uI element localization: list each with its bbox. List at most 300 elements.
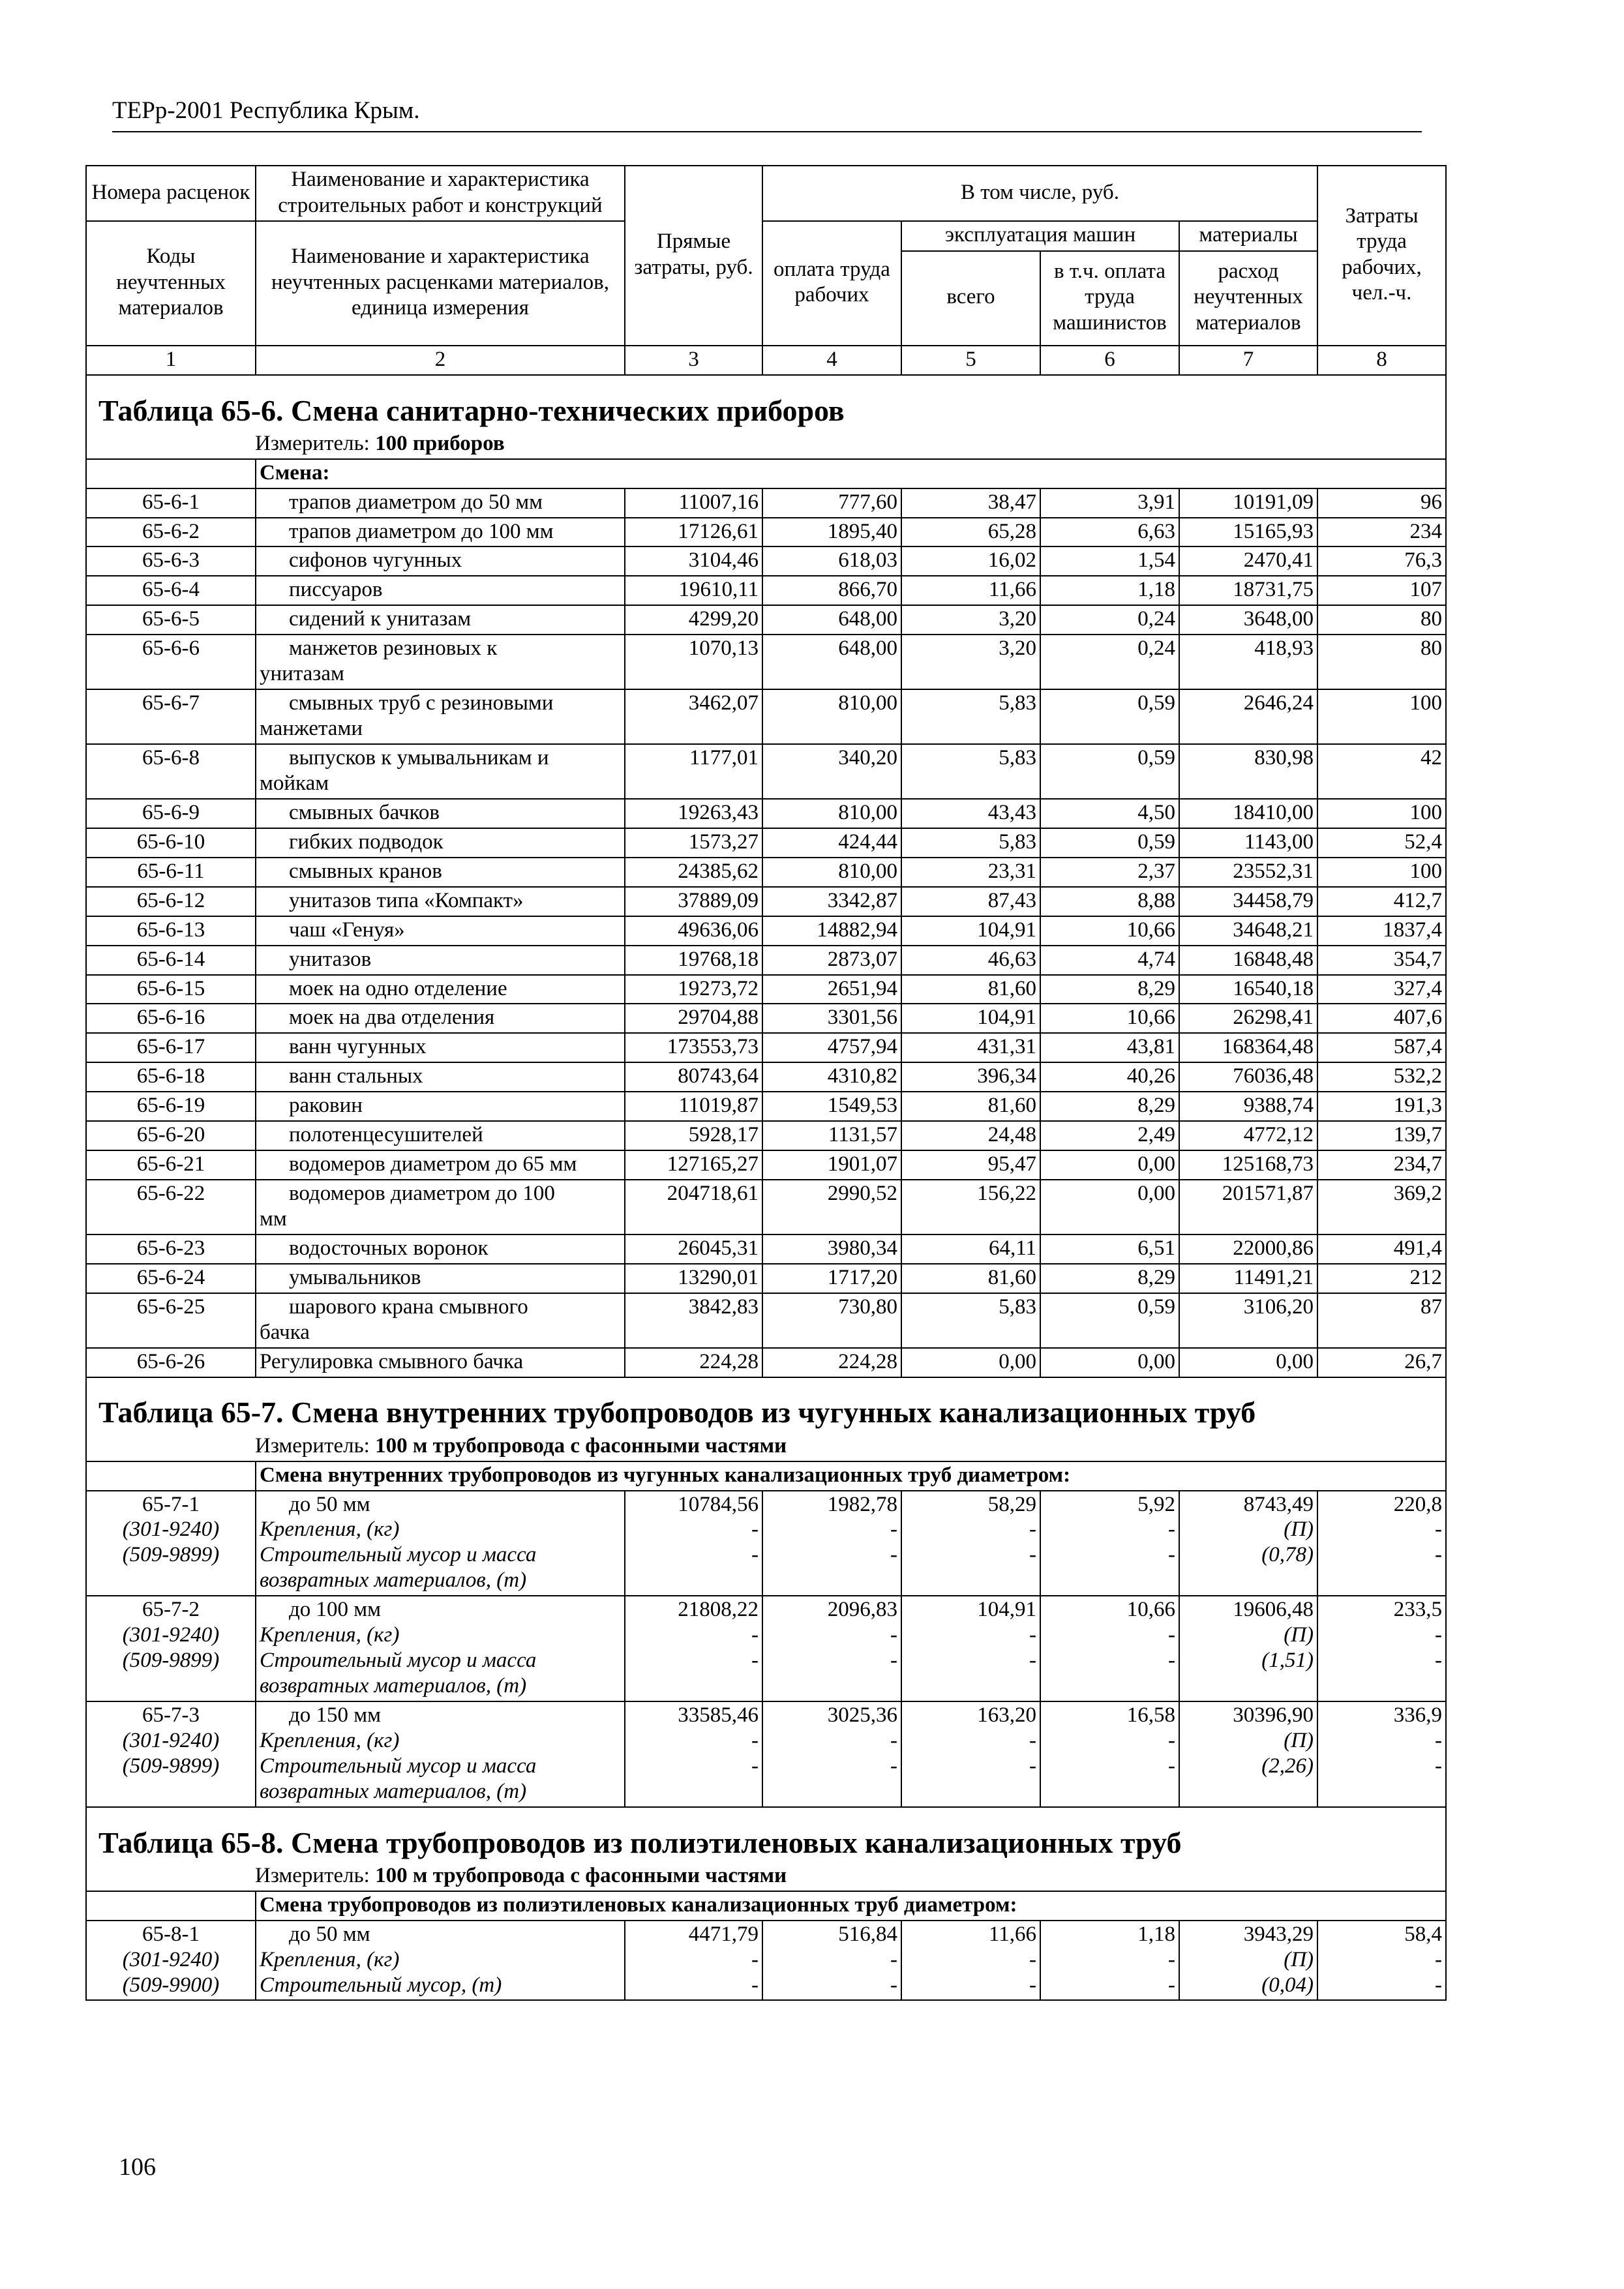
dash: -: [890, 1728, 897, 1752]
value-c5: 3,20: [901, 635, 1040, 689]
col7-header: расход неучтенных материалов: [1179, 251, 1317, 346]
material-code: (509-9899): [122, 1543, 220, 1567]
value-c6: 10,66: [1040, 1004, 1179, 1033]
colnum-8: 8: [1317, 346, 1446, 375]
work-name-line1: унитазов типа «Компакт»: [289, 888, 524, 912]
material-name-cont: возвратных материалов, (т): [260, 1568, 527, 1593]
dash: -: [1435, 1543, 1443, 1567]
value-c5: 156,22: [901, 1180, 1040, 1234]
rate-code: 65-6-25: [86, 1293, 256, 1348]
value-cell-c7: [1179, 1921, 1317, 2001]
work-name: [256, 576, 625, 605]
value-c3: 37889,09: [625, 887, 762, 916]
rate-code: 65-6-8: [86, 744, 256, 799]
work-name-line2: манжетами: [260, 717, 363, 741]
value-cell-c5: [901, 1701, 1040, 1807]
value-cell-c8: [1317, 1701, 1446, 1807]
value-c6: 1,18: [1137, 1922, 1175, 1946]
rate-code: 65-6-10: [86, 828, 256, 858]
work-name-line1: водосточных воронок: [289, 1236, 489, 1260]
value-c6: 0,59: [1040, 1293, 1179, 1348]
value-c7: 4772,12: [1179, 1121, 1317, 1150]
table-row: [86, 1033, 1446, 1062]
page-number: 106: [119, 2153, 156, 2181]
colnum-5: 5: [901, 346, 1040, 375]
group-empty-cell: [86, 1461, 256, 1491]
rate-code: 65-6-16: [86, 1004, 256, 1033]
material-qty: (П): [1284, 1728, 1314, 1752]
value-c8: 220,8: [1393, 1492, 1443, 1516]
work-name-line2: унитазам: [260, 662, 344, 686]
col1-top-header: Номера расценок: [86, 166, 256, 221]
value-c7: 3106,20: [1179, 1293, 1317, 1348]
work-name: [256, 689, 625, 744]
dash: -: [1435, 1754, 1443, 1778]
work-name-cell: [256, 1491, 625, 1596]
value-c3: 19768,18: [625, 946, 762, 975]
dash: -: [890, 1518, 897, 1542]
dash: -: [1435, 1947, 1443, 1971]
value-cell-c8: [1317, 1596, 1446, 1701]
value-c3: 11019,87: [625, 1092, 762, 1121]
rate-code: 65-6-5: [86, 605, 256, 635]
value-cell-c7: [1179, 1491, 1317, 1596]
value-c3: 224,28: [625, 1348, 762, 1377]
rate-code: 65-6-9: [86, 799, 256, 828]
dash: -: [1029, 1623, 1036, 1647]
work-name-line1: смывных бачков: [289, 800, 440, 824]
table-row: [86, 546, 1446, 576]
value-c5: 81,60: [901, 975, 1040, 1004]
dash: -: [1168, 1518, 1175, 1542]
rate-code: 65-6-13: [86, 916, 256, 946]
work-name-line1: сифонов чугунных: [289, 548, 462, 573]
value-cell-c5: [901, 1596, 1040, 1701]
work-name: [256, 1121, 625, 1150]
value-c6: 40,26: [1040, 1062, 1179, 1092]
value-c3: 29704,88: [625, 1004, 762, 1033]
material-name: Крепления, (кг): [260, 1947, 400, 1971]
value-c3: 80743,64: [625, 1062, 762, 1092]
col3-header: Прямые затраты, руб.: [625, 166, 762, 346]
col6-header: в т.ч. оплата труда машинистов: [1040, 251, 1179, 346]
value-c8: 100: [1317, 858, 1446, 887]
material-name: Крепления, (кг): [260, 1728, 400, 1752]
value-c8: 233,5: [1393, 1598, 1443, 1622]
dash: -: [890, 1623, 897, 1647]
col4-header: оплата труда рабочих: [762, 221, 901, 346]
material-code: (301-9240): [122, 1623, 220, 1647]
col1-bottom-header: Коды неучтенных материалов: [86, 221, 256, 346]
value-c6: 5,92: [1137, 1492, 1175, 1516]
work-name: [256, 518, 625, 547]
material-code: (509-9899): [122, 1754, 220, 1778]
work-name-line1: трапов диаметром до 100 мм: [289, 519, 554, 543]
work-name: [256, 1264, 625, 1293]
value-c6: 4,50: [1040, 799, 1179, 828]
dash: -: [890, 1754, 897, 1778]
work-name-line1: писсуаров: [289, 578, 383, 602]
table-row: [86, 488, 1446, 518]
value-cell-c8: [1317, 1921, 1446, 2001]
work-name-line1: полотенцесушителей: [289, 1123, 483, 1147]
machines-header: эксплуатация машин: [901, 221, 1179, 251]
dash: -: [1029, 1973, 1036, 1997]
material-qty: (П): [1284, 1947, 1314, 1971]
document-header: ТЕРр-2001 Республика Крым.: [112, 97, 420, 124]
work-name: [256, 828, 625, 858]
value-c5: 11,66: [901, 576, 1040, 605]
dash: -: [751, 1973, 759, 1997]
col2-bottom-header: Наименование и характеристика неучтенных расценками материалов, единица измерения: [256, 221, 625, 346]
value-c7: 9388,74: [1179, 1092, 1317, 1121]
table-row: [86, 1377, 1446, 1433]
value-c5: 58,29: [987, 1492, 1036, 1516]
value-c6: 0,59: [1040, 828, 1179, 858]
value-c8: 87: [1317, 1293, 1446, 1348]
value-c4: 810,00: [762, 799, 901, 828]
value-c6: 0,59: [1040, 744, 1179, 799]
rate-code: 65-6-22: [86, 1180, 256, 1234]
value-c8: 234: [1317, 518, 1446, 547]
measure-value: 100 м трубопровода с фасонными частями: [375, 1433, 787, 1458]
colnum-3: 3: [625, 346, 762, 375]
value-c3: 49636,06: [625, 916, 762, 946]
table-title-text: Таблица 65-6. Смена санитарно-технических приборов: [98, 393, 845, 427]
work-name: Регулировка смывного бачка: [256, 1348, 625, 1377]
table-row: [86, 1150, 1446, 1180]
measure-line: [86, 430, 1446, 459]
col2-top-header: Наименование и характеристика строительных работ и конструкций: [256, 166, 625, 221]
value-c8: 100: [1317, 799, 1446, 828]
value-c6: 10,66: [1126, 1598, 1175, 1622]
rate-code: 65-6-21: [86, 1150, 256, 1180]
value-c6: 8,29: [1040, 975, 1179, 1004]
value-c3: 173553,73: [625, 1033, 762, 1062]
value-cell-c3: [625, 1491, 762, 1596]
material-name-cont: возвратных материалов, (т): [260, 1779, 527, 1803]
material-code: (509-9900): [122, 1973, 220, 1997]
value-c4: 648,00: [762, 635, 901, 689]
work-name: [256, 1004, 625, 1033]
value-c6: 1,54: [1040, 546, 1179, 576]
rate-code-cell: [86, 1491, 256, 1596]
value-c6: 2,49: [1040, 1121, 1179, 1150]
material-qty: (0,04): [1261, 1973, 1314, 1997]
value-c8: 76,3: [1317, 546, 1446, 576]
value-c4: 2651,94: [762, 975, 901, 1004]
value-c7: 3648,00: [1179, 605, 1317, 635]
value-c3: 21808,22: [678, 1598, 759, 1622]
value-c4: 2990,52: [762, 1180, 901, 1234]
dash: -: [751, 1728, 759, 1752]
value-c8: 327,4: [1317, 975, 1446, 1004]
value-c4: 866,70: [762, 576, 901, 605]
value-c3: 19610,11: [625, 576, 762, 605]
table-row: [86, 1433, 1446, 1461]
value-c8: 52,4: [1317, 828, 1446, 858]
value-c6: 0,59: [1040, 689, 1179, 744]
value-c6: 8,29: [1040, 1092, 1179, 1121]
dash: -: [1029, 1728, 1036, 1752]
value-cell-c5: [901, 1921, 1040, 2001]
work-name: до 150 мм: [289, 1703, 382, 1728]
group-empty-cell: [86, 1891, 256, 1921]
value-c4: 424,44: [762, 828, 901, 858]
value-c3: 11007,16: [625, 488, 762, 518]
value-c7: 26298,41: [1179, 1004, 1317, 1033]
work-name-line1: шарового крана смывного: [289, 1294, 528, 1319]
colnum-7: 7: [1179, 346, 1317, 375]
value-c6: 16,58: [1126, 1703, 1175, 1728]
material-code: (301-9240): [122, 1947, 220, 1971]
rate-code: 65-6-11: [86, 858, 256, 887]
measure-label: Измеритель:: [255, 1433, 370, 1458]
value-c6: 0,00: [1040, 1180, 1179, 1234]
rate-code: 65-8-1: [142, 1922, 200, 1946]
rate-code: 65-7-3: [142, 1703, 200, 1728]
dash: -: [751, 1947, 759, 1971]
value-c8: 96: [1317, 488, 1446, 518]
group-heading: Смена:: [256, 459, 1446, 488]
table-row: [86, 1807, 1446, 1863]
work-name: до 50 мм: [289, 1922, 370, 1946]
work-name: [256, 887, 625, 916]
value-c3: 127165,27: [625, 1150, 762, 1180]
work-name-line1: моек на два отделения: [289, 1006, 495, 1030]
rate-code: 65-6-7: [86, 689, 256, 744]
value-c8: 58,4: [1404, 1922, 1443, 1946]
work-name-line2: мойкам: [260, 771, 329, 795]
value-c4: 4757,94: [762, 1033, 901, 1062]
value-c4: 224,28: [762, 1348, 901, 1377]
value-c3: 19263,43: [625, 799, 762, 828]
work-name-line1: сидений к унитазам: [289, 607, 472, 631]
value-cell-c4: [762, 1921, 901, 2001]
value-c5: 3,20: [901, 605, 1040, 635]
value-c7: 34458,79: [1179, 887, 1317, 916]
value-c8: 407,6: [1317, 1004, 1446, 1033]
value-c8: 100: [1317, 689, 1446, 744]
value-c3: 24385,62: [625, 858, 762, 887]
value-c4: 1549,53: [762, 1092, 901, 1121]
value-c4: 1895,40: [762, 518, 901, 547]
dash: -: [1029, 1518, 1036, 1542]
value-c4: 340,20: [762, 744, 901, 799]
dash: -: [1435, 1973, 1443, 1997]
value-c7: 3943,29: [1243, 1922, 1314, 1946]
table-row: [86, 1121, 1446, 1150]
dash: -: [1168, 1947, 1175, 1971]
value-c5: 81,60: [901, 1264, 1040, 1293]
work-name: [256, 488, 625, 518]
value-c5: 11,66: [988, 1922, 1036, 1946]
dash: -: [890, 1973, 897, 1997]
value-c4: 1982,78: [827, 1492, 897, 1516]
rate-code: 65-7-1: [142, 1492, 200, 1516]
rate-code: 65-6-26: [86, 1348, 256, 1377]
measure-value: 100 м трубопровода с фасонными частями: [375, 1863, 787, 1887]
value-c4: 648,00: [762, 605, 901, 635]
value-c8: 491,4: [1317, 1234, 1446, 1264]
rate-code: 65-6-14: [86, 946, 256, 975]
value-c8: 26,7: [1317, 1348, 1446, 1377]
value-c8: 107: [1317, 576, 1446, 605]
table-row: [86, 689, 1446, 744]
value-c3: 3462,07: [625, 689, 762, 744]
value-c5: 431,31: [901, 1033, 1040, 1062]
value-cell-c7: [1179, 1701, 1317, 1807]
value-cell-c6: [1040, 1596, 1179, 1701]
value-c5: 64,11: [901, 1234, 1040, 1264]
value-cell-c7: [1179, 1596, 1317, 1701]
material-name: Крепления, (кг): [260, 1623, 400, 1647]
material-qty: (П): [1284, 1623, 1314, 1647]
material-name: Строительный мусор, (т): [260, 1973, 502, 1997]
work-name-line1: водомеров диаметром до 65 мм: [289, 1152, 577, 1176]
value-c5: 5,83: [901, 744, 1040, 799]
work-name-line1: чаш «Генуя»: [289, 918, 405, 942]
dash: -: [1435, 1728, 1443, 1752]
colnum-4: 4: [762, 346, 901, 375]
value-c7: 201571,87: [1179, 1180, 1317, 1234]
table-row: [86, 1092, 1446, 1121]
work-name: [256, 1180, 625, 1234]
value-c6: 2,37: [1040, 858, 1179, 887]
dash: -: [890, 1543, 897, 1567]
table-row: [86, 1863, 1446, 1891]
work-name: [256, 1033, 625, 1062]
rate-code: 65-6-17: [86, 1033, 256, 1062]
rate-code: 65-6-18: [86, 1062, 256, 1092]
header-rule: [112, 131, 1422, 132]
materials-header: материалы: [1179, 221, 1317, 251]
rate-code: 65-6-19: [86, 1092, 256, 1121]
measure-line: [86, 1433, 1446, 1461]
value-c8: 80: [1317, 635, 1446, 689]
value-c8: 191,3: [1317, 1092, 1446, 1121]
value-c5: 104,91: [977, 1598, 1036, 1622]
work-name-line1: смывных труб с резиновыми: [289, 691, 554, 715]
value-c5: 163,20: [977, 1703, 1036, 1728]
dash: -: [1168, 1728, 1175, 1752]
value-c4: 810,00: [762, 689, 901, 744]
value-c8: 532,2: [1317, 1062, 1446, 1092]
material-code: (301-9240): [122, 1518, 220, 1542]
work-name: [256, 546, 625, 576]
work-name-line1: унитазов: [289, 947, 372, 971]
work-name-line1: манжетов резиновых к: [289, 636, 498, 661]
rate-code: 65-6-20: [86, 1121, 256, 1150]
table-row: [86, 1891, 1446, 1921]
rate-code: 65-6-1: [86, 488, 256, 518]
rate-code: 65-6-6: [86, 635, 256, 689]
dash: -: [1029, 1543, 1036, 1567]
colnum-1: 1: [86, 346, 256, 375]
value-c3: 26045,31: [625, 1234, 762, 1264]
value-c4: 3980,34: [762, 1234, 901, 1264]
value-c7: 16540,18: [1179, 975, 1317, 1004]
work-name: [256, 605, 625, 635]
value-c5: 104,91: [901, 916, 1040, 946]
col8-header: Затраты труда рабочих, чел.-ч.: [1317, 166, 1446, 346]
work-name-line1: раковин: [289, 1094, 363, 1118]
work-name-cell: [256, 1701, 625, 1807]
dash: -: [1435, 1623, 1443, 1647]
value-c7: 8743,49: [1243, 1492, 1314, 1516]
value-c4: 618,03: [762, 546, 901, 576]
group-heading: Смена трубопроводов из полиэтиленовых канализационных труб диаметром:: [256, 1891, 1446, 1921]
value-c8: 139,7: [1317, 1121, 1446, 1150]
table-title-text: Таблица 65-8. Смена трубопроводов из полиэтиленовых канализационных труб: [98, 1825, 1182, 1859]
table-title: [86, 1807, 1446, 1863]
value-c8: 354,7: [1317, 946, 1446, 975]
table-row: [86, 1701, 1446, 1807]
value-c6: 8,29: [1040, 1264, 1179, 1293]
dash: -: [890, 1649, 897, 1673]
material-name: Строительный мусор и масса: [260, 1754, 537, 1778]
value-c3: 3104,46: [625, 546, 762, 576]
table-title: [86, 375, 1446, 430]
value-c8: 336,9: [1393, 1703, 1443, 1728]
dash: -: [1029, 1649, 1036, 1673]
table-row: [86, 1596, 1446, 1701]
value-c5: 23,31: [901, 858, 1040, 887]
value-c4: 516,84: [838, 1922, 897, 1946]
value-c5: 65,28: [901, 518, 1040, 547]
value-c7: 1143,00: [1179, 828, 1317, 858]
value-c5: 0,00: [901, 1348, 1040, 1377]
value-c5: 46,63: [901, 946, 1040, 975]
value-c8: 42: [1317, 744, 1446, 799]
work-name-line1: смывных кранов: [289, 859, 442, 883]
work-name: до 100 мм: [289, 1598, 382, 1622]
value-c6: 0,24: [1040, 605, 1179, 635]
value-cell-c4: [762, 1491, 901, 1596]
table-row: [86, 518, 1446, 547]
dash: -: [1435, 1649, 1443, 1673]
material-name: Строительный мусор и масса: [260, 1649, 537, 1673]
work-name-line1: трапов диаметром до 50 мм: [289, 490, 543, 514]
value-c8: 369,2: [1317, 1180, 1446, 1234]
table-row: [86, 744, 1446, 799]
value-c6: 0,00: [1040, 1150, 1179, 1180]
price-table: [85, 165, 1447, 2001]
work-name: [256, 1234, 625, 1264]
rate-code: 65-6-24: [86, 1264, 256, 1293]
value-c3: 1573,27: [625, 828, 762, 858]
value-c4: 3342,87: [762, 887, 901, 916]
table-row: [86, 799, 1446, 828]
table-title: [86, 1377, 1446, 1433]
value-c7: 22000,86: [1179, 1234, 1317, 1264]
rate-code: 65-6-3: [86, 546, 256, 576]
colnum-6: 6: [1040, 346, 1179, 375]
group-empty-cell: [86, 459, 256, 488]
measure-value: 100 приборов: [375, 431, 505, 455]
material-qty: (2,26): [1261, 1754, 1314, 1778]
value-c6: 6,63: [1040, 518, 1179, 547]
work-name-line1: водомеров диаметром до 100: [289, 1182, 555, 1206]
value-c6: 10,66: [1040, 916, 1179, 946]
table-row: [86, 576, 1446, 605]
work-name-line2: бачка: [260, 1320, 310, 1344]
table-row: [86, 887, 1446, 916]
dash: -: [890, 1947, 897, 1971]
material-name: Строительный мусор и масса: [260, 1543, 537, 1567]
value-c5: 5,83: [901, 1293, 1040, 1348]
table-row: [86, 1461, 1446, 1491]
